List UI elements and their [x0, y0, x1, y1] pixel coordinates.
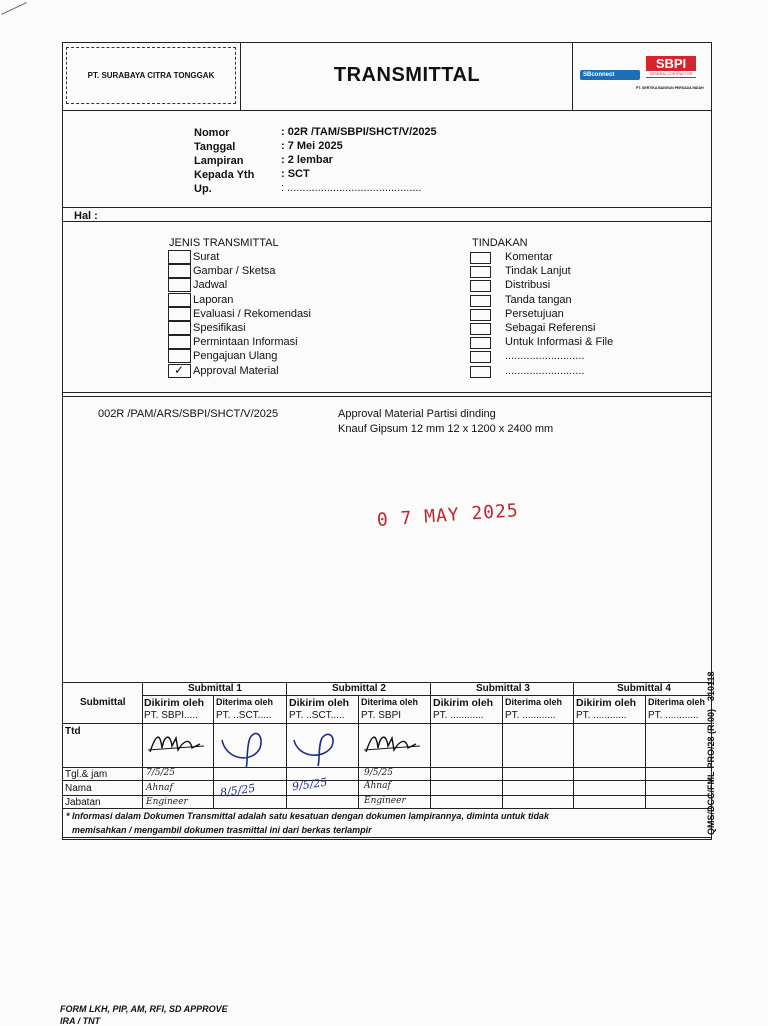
tindakan-item-label: ..........................	[505, 350, 585, 363]
s4-diterima-pt: PT. ............	[648, 710, 699, 721]
s4-dikirim-pt: PT. ............	[576, 710, 627, 721]
s2-diterima-label: Diterima oleh	[361, 697, 419, 707]
footer-line-2: IRA / TNT	[60, 1016, 101, 1026]
tindakan-item-label: Untuk Informasi & File	[505, 336, 614, 349]
s2-jabatan-hand: Engineer	[364, 796, 406, 806]
s2-tgl-hand: 9/5/25	[291, 775, 329, 794]
header-divider-2	[572, 42, 573, 110]
ttd-label: Ttd	[65, 726, 81, 737]
tindakan-item-label: Persetujuan	[505, 307, 564, 320]
page-title: TRANSMITTAL	[333, 64, 481, 86]
jenis-item-label: Spesifikasi	[193, 322, 246, 334]
table-col-7	[573, 682, 574, 808]
tanggal-label: Tanggal	[194, 141, 236, 153]
sbconnect-logo	[580, 70, 640, 80]
signature-3	[290, 726, 354, 766]
signature-2	[216, 724, 282, 768]
s3-dikirim-pt: PT. ............	[433, 710, 484, 721]
jenis-checkbox[interactable]	[168, 335, 191, 349]
s1-dikirim-label: Dikirim oleh	[144, 697, 205, 709]
nama-label: Nama	[65, 783, 92, 794]
table-col-5	[430, 682, 431, 808]
jenis-item-label: Evaluasi / Rekomendasi	[193, 307, 312, 320]
jenis-item-label: Surat	[193, 251, 220, 263]
received-date-stamp: 0 7 MAY 2025	[376, 500, 520, 531]
s1-nama-hand: Ahnaf	[146, 783, 173, 793]
s2-dikirim-label: Dikirim oleh	[289, 697, 350, 709]
jenis-checkbox[interactable]	[168, 349, 191, 363]
jenis-item-label: Approval Material	[193, 364, 279, 377]
sbpi-logo-text: SBPI	[655, 56, 687, 71]
submittal-1-header: Submittal 1	[188, 683, 242, 694]
s2-nama-hand: Ahnaf	[364, 781, 391, 791]
kepada-value: : SCT	[281, 168, 310, 180]
table-line-6	[62, 808, 712, 809]
s4-diterima-label: Diterima oleh	[648, 697, 706, 707]
form-code: QMS/DCC/FML-PRO/28 (R.00) - 310118	[706, 671, 716, 835]
note-line-2: memisahkan / mengambil dokumen trasmittal ini dari berkas terlampir	[72, 825, 372, 835]
s2-diterima-tgl-hand: 9/5/25	[364, 768, 393, 778]
hal-label: Hal :	[74, 210, 98, 222]
tindakan-checkbox[interactable]	[470, 337, 491, 349]
submittal-3-header: Submittal 3	[476, 683, 530, 694]
tindakan-item-label: Distribusi	[505, 279, 551, 292]
tindakan-item-label: Komentar	[505, 251, 553, 263]
s1-diterima-tgl-hand: 8/5/25	[219, 781, 257, 800]
jenis-title: JENIS TRANSMITTAL	[169, 237, 279, 249]
lampiran-value: : 2 lembar	[281, 154, 333, 166]
tindakan-checkbox[interactable]	[470, 309, 491, 321]
document-desc-line2: Knauf Gipsum 12 mm 12 x 1200 x 2400 mm	[338, 423, 554, 435]
tindakan-checkbox[interactable]	[470, 266, 491, 278]
divider-table-top	[62, 682, 712, 683]
s1-diterima-label: Diterima oleh	[216, 697, 274, 707]
divider-header	[62, 110, 712, 111]
header-divider-1	[240, 42, 241, 110]
jenis-item-label: Permintaan Informasi	[193, 336, 298, 349]
tindakan-checkbox[interactable]	[470, 280, 491, 292]
scan-mark	[1, 2, 27, 15]
nomor-value: : 02R /TAM/SBPI/SHCT/V/2025	[281, 126, 437, 138]
tindakan-title: TINDAKAN	[472, 237, 528, 249]
tindakan-checkbox[interactable]	[470, 323, 491, 335]
note-line-1: * Informasi dalam Dokumen Transmittal adalah satu kesatuan dengan dokumen lampirannya, diminta untuk tidak	[66, 811, 549, 821]
s1-dikirim-pt: PT. SBPI.....	[144, 710, 198, 721]
table-line-7	[62, 837, 712, 838]
table-col-4	[358, 695, 359, 808]
table-col-6	[502, 695, 503, 808]
tindakan-item-label: ..........................	[505, 364, 585, 377]
up-value: : ............................................	[281, 182, 422, 194]
jenis-checkbox[interactable]	[168, 321, 191, 335]
jenis-item-label: Laporan	[193, 293, 234, 306]
tindakan-checkbox[interactable]	[470, 351, 491, 363]
divider-hal	[62, 221, 712, 222]
kepada-label: Kepada Yth	[194, 169, 255, 181]
tindakan-checkbox[interactable]	[470, 295, 491, 307]
jenis-item-label: Pengajuan Ulang	[193, 350, 278, 363]
tindakan-item-label: Tindak Lanjut	[505, 265, 571, 278]
footer-line-1: FORM LKH, PIP, AM, RFI, SD APPROVE	[60, 1004, 228, 1014]
s4-dikirim-label: Dikirim oleh	[576, 697, 637, 709]
jenis-checkbox[interactable]	[168, 278, 191, 292]
s2-diterima-pt: PT. SBPI	[361, 710, 402, 721]
table-line-2	[62, 723, 712, 724]
jenis-checkbox[interactable]	[168, 250, 191, 264]
submittal-2-header: Submittal 2	[332, 683, 386, 694]
s1-diterima-pt: PT. ..SCT.....	[216, 710, 272, 721]
document-reference: 002R /PAM/ARS/SBPI/SHCT/V/2025	[98, 408, 279, 420]
s3-diterima-label: Diterima oleh	[505, 697, 563, 707]
s3-diterima-pt: PT. ............	[505, 710, 556, 721]
jabatan-label: Jabatan	[65, 797, 101, 808]
company-name: PT. SURABAYA CITRA TONGGAK	[66, 47, 236, 104]
tindakan-item-label: Sebagai Referensi	[505, 322, 596, 334]
tindakan-checkbox[interactable]	[470, 252, 491, 264]
tgl-label: Tgl.& jam	[65, 769, 108, 780]
divider-info	[62, 207, 712, 208]
lampiran-label: Lampiran	[194, 155, 244, 167]
divider-doc-top	[62, 396, 712, 397]
nomor-label: Nomor	[194, 127, 230, 139]
s3-dikirim-label: Dikirim oleh	[433, 697, 494, 709]
s1-jabatan-hand: Engineer	[146, 797, 188, 807]
table-col-1	[142, 682, 143, 808]
jenis-item-label: Gambar / Sketsa	[193, 265, 276, 278]
jenis-item-label: Jadwal	[193, 279, 228, 292]
check-mark-icon: ✓	[174, 362, 185, 377]
sbpi-logo	[646, 56, 696, 78]
tindakan-checkbox[interactable]	[470, 366, 491, 378]
table-line-1	[142, 695, 712, 696]
jenis-checkbox[interactable]	[168, 264, 191, 278]
submittal-4-header: Submittal 4	[617, 683, 671, 694]
s2-dikirim-pt: PT. ..SCT.....	[289, 710, 345, 721]
s1-tgl-hand: 7/5/25	[146, 768, 175, 778]
jenis-checkbox[interactable]	[168, 293, 191, 307]
table-col-8	[645, 695, 646, 808]
sbpi-logo-caption: PT. SERTIKA BANGUN PERSADA INDAH	[636, 86, 704, 90]
table-col-2	[213, 695, 214, 808]
divider-jenis	[62, 392, 712, 393]
signature-1	[146, 726, 208, 764]
tanggal-value: : 7 Mei 2025	[281, 140, 343, 152]
submittal-label: Submittal	[80, 697, 126, 708]
up-label: Up.	[194, 183, 212, 195]
document-desc-line1: Approval Material Partisi dinding	[338, 408, 496, 420]
signature-4	[362, 726, 424, 764]
jenis-checkbox[interactable]	[168, 307, 191, 321]
tindakan-item-label: Tanda tangan	[505, 293, 572, 306]
sbconnect-logo-text: SBconnect	[583, 72, 615, 78]
jenis-checkbox[interactable]	[168, 364, 191, 378]
sbpi-logo-sub: GENERAL CONTRACTOR	[646, 71, 696, 77]
table-col-3	[286, 682, 287, 808]
